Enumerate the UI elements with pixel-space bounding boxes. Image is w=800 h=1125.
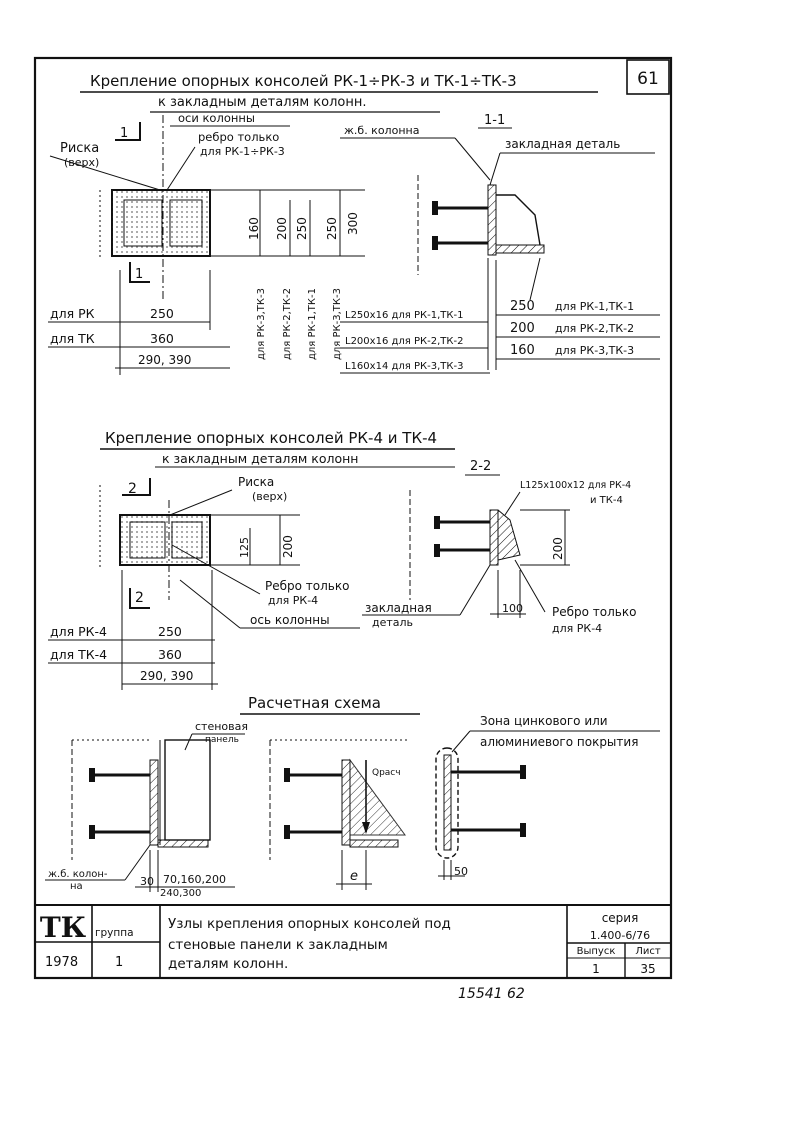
cut-mark-1-bottom: 1: [135, 267, 144, 282]
height-250a: 250: [295, 217, 309, 240]
row-rk-value: 250: [150, 306, 174, 321]
section-1-1-label: 1-1: [484, 113, 506, 128]
angle-2: L200x16 для РК-2,ТК-2: [345, 336, 464, 347]
height-300: 300: [346, 212, 360, 235]
height-250b: 250: [325, 217, 339, 240]
height-label-3: для РК-1,ТК-1: [307, 288, 318, 360]
embedded-2-line2: деталь: [372, 616, 414, 629]
column-label-1: ж.б. колонна: [344, 124, 420, 137]
issue-label: Выпуск: [576, 946, 616, 957]
size-2-value: 200: [510, 321, 535, 336]
dim-200-left: 200: [281, 535, 295, 558]
sheet-value: 35: [640, 962, 656, 976]
riska-note: (верх): [64, 156, 100, 169]
group-value: 1: [115, 955, 124, 970]
description-line-2: стеновые панели к закладным: [168, 937, 388, 953]
rib-right-2: для РК-4: [552, 622, 603, 635]
rib-note-1: ребро только: [198, 130, 280, 144]
description-line-3: деталям колонн.: [168, 956, 289, 972]
angle-1: L250x16 для РК-1,ТК-1: [345, 310, 464, 321]
height-label-2: для РК-2,ТК-2: [282, 288, 293, 360]
row-rk4-label: для РК-4: [50, 624, 108, 639]
rib-2-note-2: для РК-4: [268, 594, 319, 607]
column-label-3b: на: [70, 881, 83, 892]
rib-2-note-1: Ребро только: [265, 579, 350, 593]
width-value-1: 290, 390: [138, 353, 192, 367]
column-axis-label: оси колонны: [178, 111, 255, 125]
angle-3: L160x14 для РК-3,ТК-3: [345, 361, 464, 372]
dim-200-right: 200: [551, 537, 565, 560]
dim-125: 125: [238, 537, 251, 558]
embedded-2-line1: закладная: [365, 601, 432, 615]
width-value-2: 290, 390: [140, 669, 194, 683]
section-3-title: Расчетная схема: [248, 694, 381, 712]
row-tk-value: 360: [150, 331, 174, 346]
section-2-2-label: 2-2: [470, 459, 492, 474]
sheet-label: Лист: [635, 946, 661, 957]
dim-50: 50: [454, 865, 468, 878]
row-tk-label: для ТК: [50, 331, 95, 346]
row-rk4-value: 250: [158, 624, 182, 639]
series-value: 1.400-6/76: [589, 929, 651, 942]
size-3-value: 160: [510, 343, 535, 358]
tk-logo: ТК: [39, 911, 87, 944]
section-2: [48, 429, 636, 690]
riska-2-label: Риска: [238, 475, 275, 489]
cut-mark-2-top: 2: [128, 481, 137, 497]
section-1: [48, 72, 660, 375]
embedded-label-1: закладная деталь: [505, 137, 621, 151]
description-line-1: Узлы крепления опорных консолей под: [168, 916, 451, 932]
load-label: Qрасч: [372, 768, 401, 778]
row-rk-label: для РК: [50, 306, 95, 321]
wall-panel-1: стеновая: [195, 720, 248, 733]
sheet-number: 61: [637, 69, 659, 89]
height-160: 160: [247, 217, 261, 240]
wall-panel-2: панель: [205, 735, 239, 745]
zinc-zone-2: алюминиевого покрытия: [480, 735, 639, 749]
dim-e: e: [350, 869, 358, 884]
row-tk4-label: для ТК-4: [50, 647, 108, 662]
rib-right-1: Ребро только: [552, 605, 637, 619]
dim-240-300: 240,300: [160, 888, 202, 899]
series-label: серия: [601, 911, 639, 925]
column-label-3a: ж.б. колон-: [48, 869, 108, 880]
group-label: группа: [95, 927, 134, 939]
section-2-title: Крепление опорных консолей РК-4 и ТК-4: [105, 429, 438, 447]
height-200: 200: [275, 217, 289, 240]
cut-mark-2-bottom: 2: [135, 590, 144, 606]
rib-note-2: для РК-1÷РК-3: [200, 145, 285, 158]
dim-70-160-200: 70,160,200: [163, 873, 226, 886]
zinc-zone-1: Зона цинкового или: [480, 714, 608, 728]
cut-mark-1-top: 1: [120, 126, 129, 141]
section-3: [45, 694, 660, 899]
row-tk4-value: 360: [158, 647, 182, 662]
size-1-value: 250: [510, 299, 535, 314]
riska-2-note: (верх): [252, 490, 288, 503]
column-axis-2: ось колонны: [250, 613, 330, 627]
issue-value: 1: [592, 962, 600, 976]
height-label-4: для РК-3,ТК-3: [332, 288, 343, 360]
size-3-label: для РК-3,ТК-3: [555, 344, 635, 357]
size-2-label: для РК-2,ТК-2: [555, 322, 635, 335]
dim-30: 30: [140, 875, 154, 888]
archive-number: 15541 62: [458, 986, 525, 1002]
section-1-subtitle: к закладным деталям колонн.: [158, 95, 367, 110]
section-2-subtitle: к закладным деталям колонн: [162, 451, 359, 466]
year: 1978: [45, 955, 79, 970]
dim-100: 100: [502, 602, 523, 615]
riska-label: Риска: [60, 141, 100, 156]
angle-rk4: L125x100x12 для РК-4: [520, 480, 632, 491]
angle-rk4-2: и ТК-4: [590, 495, 623, 506]
title-block: [35, 905, 671, 978]
section-1-title: Крепление опорных консолей РК-1÷РК-3 и ТК-1÷ТК-3: [90, 72, 517, 90]
size-1-label: для РК-1,ТК-1: [555, 300, 635, 313]
height-label-1: для РК-3,ТК-3: [256, 288, 267, 360]
